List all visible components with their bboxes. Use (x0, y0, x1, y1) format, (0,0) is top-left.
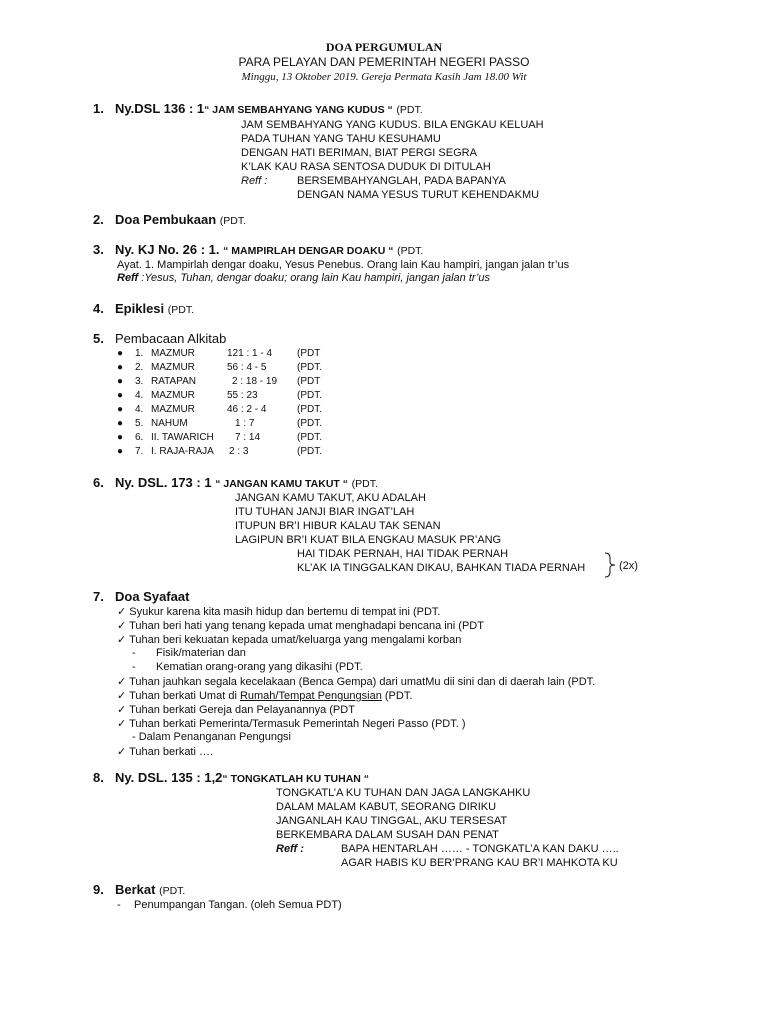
lyric-line: DENGAN HATI BERIMAN, BIAT PERGI SEGRA (241, 147, 477, 159)
pdt-label: (PDT (297, 348, 321, 359)
reading-item (117, 376, 321, 387)
item-number: 6. (135, 432, 144, 443)
section-number: 9. (93, 882, 104, 897)
sub-item (132, 647, 246, 659)
item-number: 2. (135, 362, 144, 373)
item-text: Syukur karena kita masih hidup dan bertemu di tempat ini (PDT. (129, 606, 441, 618)
section-1-heading (93, 101, 423, 116)
section-6-heading (93, 475, 378, 490)
pdt-label: (PDT (297, 376, 321, 387)
section-number: 4. (93, 301, 104, 316)
reading-item (117, 390, 322, 401)
verse-ref: 46 : 2 - 4 (227, 404, 267, 415)
intercession-item (117, 745, 213, 758)
item-text: Tuhan beri hati yang tenang kepada umat menghadapi bencana ini (PDT (129, 620, 484, 632)
item-text: Tuhan berkati …. (129, 746, 214, 758)
doc-title: DOA PERGUMULAN (325, 40, 443, 54)
lyric-line: BERKEMBARA DALAM SUSAH DAN PENAT (276, 829, 499, 841)
reading-item (117, 446, 322, 457)
section-number: 6. (93, 475, 104, 490)
pdt-label: (PDT. (297, 446, 322, 457)
section-title: Berkat (115, 882, 156, 897)
song-title: “ JANGAN KAMU TAKUT “ (215, 478, 349, 490)
item-number: 4. (135, 404, 144, 415)
reff-label: Reff (117, 272, 139, 284)
book-name: MAZMUR (151, 348, 195, 359)
bullet-icon: ● (117, 390, 124, 401)
section-number: 1. (93, 101, 104, 116)
lyric-line: TONGKATL’A KU TUHAN DAN JAGA LANGKAHKU (276, 787, 531, 799)
book-name: NAHUM (151, 418, 188, 429)
verse-ref: 55 : 23 (227, 390, 258, 401)
reff-line: BERSEMBAHYANGLAH, PADA BAPANYA (297, 175, 506, 187)
item-number: 4. (135, 390, 144, 401)
book-name: MAZMUR (151, 390, 195, 401)
pdt-label: (PDT. (219, 215, 247, 227)
bullet-icon: ● (117, 418, 124, 429)
reading-item (117, 432, 322, 443)
check-icon: ✓ (117, 718, 127, 730)
intercession-item (117, 619, 484, 632)
book-name: MAZMUR (151, 362, 195, 373)
lyric-line: DALAM MALAM KABUT, SEORANG DIRIKU (276, 801, 497, 813)
item-text: Tuhan beri kekuatan kepada umat/keluarga yang mengalami korban (129, 634, 462, 646)
refrain-line: KL’AK IA TINGGALKAN DIKAU, BAHKAN TIADA PERNAH (297, 562, 586, 574)
pdt-label: (PDT. (297, 418, 322, 429)
item-text: Tuhan berkati Pemerinta/Termasuk Pemerintah Negeri Passo (PDT. ) (129, 718, 466, 730)
pdt-label: (PDT. (397, 245, 424, 257)
reff-text: :Yesus, Tuhan, dengar doaku; orang lain Kau hampiri, jangan jalan tr’us (141, 272, 491, 284)
item-number: 3. (135, 376, 144, 387)
reff-line: DENGAN NAMA YESUS TURUT KEHENDAKMU (297, 189, 540, 201)
song-title: “ TONGKATLAH KU TUHAN “ (222, 773, 370, 785)
verse-ref: 121 : 1 - 4 (227, 348, 273, 359)
item-text: Tuhan berkati Gereja dan Pelayanannya (PDT (129, 704, 355, 716)
section-title: Pembacaan Alkitab (115, 331, 227, 346)
check-icon: ✓ (117, 746, 127, 758)
intercession-item (117, 675, 595, 688)
dash-icon: - (117, 899, 121, 911)
bullet-icon: ● (117, 432, 124, 443)
lyric-line: K’LAK KAU RASA SENTOSA DUDUK DI DITULAH (241, 161, 491, 173)
section-number: 7. (93, 589, 104, 604)
bullet-icon: ● (117, 404, 124, 415)
refrain-line: HAI TIDAK PERNAH, HAI TIDAK PERNAH (297, 548, 509, 560)
intercession-item (117, 633, 461, 646)
section-title: Doa Pembukaan (115, 212, 217, 227)
item-number: 5. (135, 418, 144, 429)
lyric-line: ITUPUN BR’I HIBUR KALAU TAK SENAN (235, 520, 441, 532)
bullet-icon: ● (117, 348, 124, 359)
intercession-item (117, 605, 441, 618)
section-8-heading (93, 770, 369, 785)
section-title: Doa Syafaat (115, 589, 190, 604)
sub-item: - Dalam Penanganan Pengungsi (132, 731, 292, 743)
item-text: (PDT. (381, 690, 413, 702)
reff-label: Reff : (241, 175, 268, 187)
intercession-item (117, 717, 466, 730)
item-text: Tuhan jauhkan segala kecelakaan (Benca Gempa) dari umatMu dii sini dan di daerah lain (PDT. (129, 676, 596, 688)
section-number: 3. (93, 242, 104, 257)
section-title: Ny. DSL. 135 : 1,2 (115, 770, 223, 785)
lyric-line: ITU TUHAN JANJI BIAR INGAT’LAH (235, 506, 415, 518)
bullet-icon: ● (117, 446, 124, 457)
item-text: Kematian orang-orang yang dikasihi (PDT. (156, 661, 363, 673)
verse-ref: 7 : 14 (235, 432, 261, 443)
underlined-text: Rumah/Tempat Pengungsian (239, 690, 382, 702)
section-3-heading (93, 242, 423, 257)
section-title: Ny. KJ No. 26 : 1. (115, 242, 220, 257)
section-7-heading (93, 589, 189, 604)
pdt-label: (PDT. (297, 390, 322, 401)
verse-ref: 56 : 4 - 5 (227, 362, 267, 373)
check-icon: ✓ (117, 620, 127, 632)
book-name: RATAPAN (151, 376, 197, 387)
lyric-line: LAGIPUN BR’I KUAT BILA ENGKAU MASUK PR’ANG (235, 534, 502, 546)
section-2-heading (93, 212, 246, 227)
book-name: II. TAWARICH (151, 432, 214, 443)
verse-ref: 2 : 18 - 19 (232, 376, 278, 387)
lyric-line: JAM SEMBAHYANG YANG KUDUS. BILA ENGKAU KELUAH (241, 119, 544, 131)
verse-ref: 2 : 3 (229, 446, 249, 457)
reading-item (117, 418, 322, 429)
check-icon: ✓ (117, 676, 127, 688)
reff-line: BAPA HENTARLAH …… - TONGKATL’A KAN DAKU ….. (341, 843, 619, 855)
pdt-label: (PDT. (396, 104, 423, 116)
bullet-icon: ● (117, 362, 124, 373)
verse-ref: 1 : 7 (235, 418, 255, 429)
item-text: Fisik/materian dan (156, 647, 246, 659)
doc-subtitle: PARA PELAYAN DAN PEMERINTAH NEGERI PASSO (238, 55, 530, 69)
pdt-label: (PDT. (297, 432, 322, 443)
lyric-line: JANGAN KAMU TAKUT, AKU ADALAH (235, 492, 426, 504)
doc-dateline: Minggu, 13 Oktober 2019. Gereja Permata Kasih Jam 18.00 Wit (241, 71, 527, 83)
reading-item (117, 404, 322, 415)
reading-item (117, 362, 322, 373)
section-9-heading (93, 882, 185, 897)
repeat-count: (2x) (619, 560, 638, 572)
pdt-label: (PDT. (167, 304, 195, 316)
repeat-brace-icon (603, 552, 617, 578)
ayat-line: Ayat. 1. Mampirlah dengar doaku, Yesus Penebus. Orang lain Kau hampiri, jangan jalan tr’us (117, 259, 570, 271)
check-icon: ✓ (117, 690, 127, 702)
item-text: Tuhan berkati Umat di (129, 690, 240, 702)
pdt-label: (PDT. (351, 478, 378, 490)
pdt-label: (PDT. (297, 362, 322, 373)
section-title: Ny. DSL. 173 : 1 (115, 475, 212, 490)
check-icon: ✓ (117, 704, 127, 716)
section-number: 8. (93, 770, 104, 785)
reff-line: AGAR HABIS KU BER’PRANG KAU BR’I MAHKOTA KU (341, 857, 618, 869)
check-icon: ✓ (117, 634, 127, 646)
check-icon: ✓ (117, 606, 127, 618)
song-title: “ JAM SEMBAHYANG YANG KUDUS “ (204, 104, 393, 116)
section-number: 2. (93, 212, 104, 227)
pdt-label: (PDT. (297, 404, 322, 415)
section-5-heading (93, 331, 226, 346)
item-text: Penumpangan Tangan. (oleh Semua PDT) (134, 899, 342, 911)
book-name: MAZMUR (151, 404, 195, 415)
lyric-line: JANGANLAH KAU TINGGAL, AKU TERSESAT (276, 815, 508, 827)
intercession-item (117, 703, 355, 716)
book-name: I. RAJA-RAJA (151, 446, 214, 457)
lyric-line: PADA TUHAN YANG TAHU KESUHAMU (241, 133, 441, 145)
sub-item (117, 899, 342, 911)
item-number: 1. (135, 348, 144, 359)
bullet-icon: ● (117, 376, 124, 387)
sub-item (132, 661, 363, 673)
reff-line (117, 272, 490, 284)
section-4-heading (93, 301, 194, 316)
reading-item (117, 348, 321, 359)
section-title: Ny.DSL 136 : 1 (115, 101, 205, 116)
pdt-label: (PDT. (159, 885, 186, 897)
item-number: 7. (135, 446, 144, 457)
section-number: 5. (93, 331, 104, 346)
section-title: Epiklesi (115, 301, 165, 316)
song-title: “ MAMPIRLAH DENGAR DOAKU “ (223, 245, 394, 257)
reff-label: Reff : (276, 843, 304, 855)
dash-icon: - (132, 661, 136, 673)
dash-icon: - (132, 647, 136, 659)
intercession-item (117, 689, 412, 702)
